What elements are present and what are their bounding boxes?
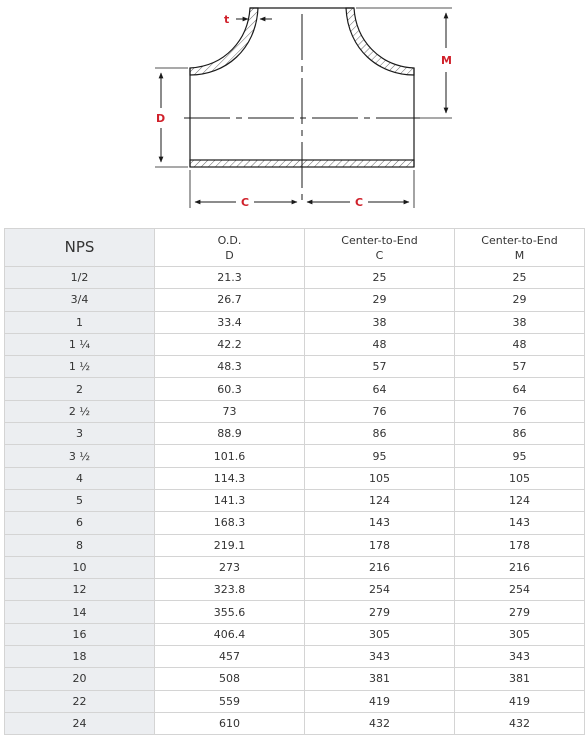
cell-od: 42.2 xyxy=(155,333,305,355)
cell-m: 216 xyxy=(455,556,585,578)
table-row xyxy=(5,423,585,445)
cell-m: 178 xyxy=(455,534,585,556)
cell-od: 88.9 xyxy=(155,423,305,445)
cell-od: 508 xyxy=(155,668,305,690)
cell-od: 33.4 xyxy=(155,311,305,333)
cell-nps: 2 ½ xyxy=(5,400,155,422)
cell-nps: 1 ½ xyxy=(5,356,155,378)
cell-c: 64 xyxy=(305,378,455,400)
cell-nps: 1/2 xyxy=(5,267,155,289)
cell-od: 323.8 xyxy=(155,579,305,601)
cell-nps: 22 xyxy=(5,690,155,712)
cell-od: 48.3 xyxy=(155,356,305,378)
cell-od: 559 xyxy=(155,690,305,712)
cell-m: 86 xyxy=(455,423,585,445)
cell-m: 76 xyxy=(455,400,585,422)
cell-nps: 10 xyxy=(5,556,155,578)
table-row xyxy=(5,467,585,489)
table-row xyxy=(5,267,585,289)
dimensions-table xyxy=(4,228,585,735)
cell-c: 76 xyxy=(305,400,455,422)
cell-nps: 20 xyxy=(5,668,155,690)
table-row xyxy=(5,378,585,400)
table-row xyxy=(5,623,585,645)
cell-nps: 8 xyxy=(5,534,155,556)
table-row xyxy=(5,311,585,333)
cell-m: 143 xyxy=(455,512,585,534)
table-row xyxy=(5,400,585,422)
cell-nps: 1 xyxy=(5,311,155,333)
cell-nps: 3 xyxy=(5,423,155,445)
cell-m: 29 xyxy=(455,289,585,311)
cell-nps: 5 xyxy=(5,489,155,511)
cell-c: 29 xyxy=(305,289,455,311)
cell-od: 219.1 xyxy=(155,534,305,556)
table-row xyxy=(5,512,585,534)
cell-m: 279 xyxy=(455,601,585,623)
header-m-line2: M xyxy=(514,248,525,262)
cell-od: 406.4 xyxy=(155,623,305,645)
cell-m: 64 xyxy=(455,378,585,400)
cell-c: 48 xyxy=(305,333,455,355)
tee-right-shoulder-wall xyxy=(346,8,414,75)
cell-c: 86 xyxy=(305,423,455,445)
label-t: t xyxy=(224,13,230,26)
header-m-line1: Center-to-End xyxy=(481,233,558,247)
header-od-line2: D xyxy=(225,248,234,262)
table-row xyxy=(5,712,585,734)
cell-nps: 24 xyxy=(5,712,155,734)
table-row xyxy=(5,579,585,601)
cell-c: 279 xyxy=(305,601,455,623)
table-row xyxy=(5,489,585,511)
cell-od: 26.7 xyxy=(155,289,305,311)
cell-nps: 12 xyxy=(5,579,155,601)
cell-nps: 18 xyxy=(5,646,155,668)
cell-nps: 6 xyxy=(5,512,155,534)
cell-nps: 3 ½ xyxy=(5,445,155,467)
cell-m: 95 xyxy=(455,445,585,467)
cell-nps: 1 ¼ xyxy=(5,333,155,355)
table-row xyxy=(5,445,585,467)
cell-od: 141.3 xyxy=(155,489,305,511)
cell-od: 101.6 xyxy=(155,445,305,467)
cell-c: 95 xyxy=(305,445,455,467)
cell-od: 168.3 xyxy=(155,512,305,534)
cell-m: 419 xyxy=(455,690,585,712)
table-row xyxy=(5,534,585,556)
label-m: M xyxy=(441,54,452,67)
cell-c: 305 xyxy=(305,623,455,645)
cell-c: 343 xyxy=(305,646,455,668)
cell-nps: 4 xyxy=(5,467,155,489)
cell-c: 38 xyxy=(305,311,455,333)
header-c-line1: Center-to-End xyxy=(341,233,418,247)
header-c-line2: C xyxy=(375,248,384,262)
cell-m: 305 xyxy=(455,623,585,645)
cell-od: 60.3 xyxy=(155,378,305,400)
cell-nps: 16 xyxy=(5,623,155,645)
cell-od: 114.3 xyxy=(155,467,305,489)
label-c-right: C xyxy=(355,196,364,209)
tee-diagram xyxy=(0,0,588,226)
cell-c: 143 xyxy=(305,512,455,534)
cell-nps: 2 xyxy=(5,378,155,400)
table-row xyxy=(5,556,585,578)
table-row xyxy=(5,690,585,712)
table-row xyxy=(5,646,585,668)
header-c xyxy=(305,229,455,267)
cell-m: 105 xyxy=(455,467,585,489)
cell-c: 432 xyxy=(305,712,455,734)
header-nps: NPS xyxy=(5,229,155,267)
cell-m: 48 xyxy=(455,333,585,355)
cell-m: 343 xyxy=(455,646,585,668)
cell-od: 21.3 xyxy=(155,267,305,289)
header-od-line1: O.D. xyxy=(217,233,242,247)
label-d: D xyxy=(156,112,166,125)
cell-c: 419 xyxy=(305,690,455,712)
cell-m: 124 xyxy=(455,489,585,511)
label-c-left: C xyxy=(241,196,250,209)
cell-nps: 3/4 xyxy=(5,289,155,311)
cell-c: 57 xyxy=(305,356,455,378)
cell-m: 381 xyxy=(455,668,585,690)
table-header-row xyxy=(5,229,585,267)
cell-od: 610 xyxy=(155,712,305,734)
cell-m: 254 xyxy=(455,579,585,601)
table-row xyxy=(5,356,585,378)
cell-m: 57 xyxy=(455,356,585,378)
cell-c: 25 xyxy=(305,267,455,289)
cell-c: 178 xyxy=(305,534,455,556)
cell-od: 457 xyxy=(155,646,305,668)
table-row xyxy=(5,289,585,311)
table-row xyxy=(5,601,585,623)
header-m xyxy=(455,229,585,267)
cell-m: 38 xyxy=(455,311,585,333)
cell-od: 73 xyxy=(155,400,305,422)
cell-m: 25 xyxy=(455,267,585,289)
cell-c: 381 xyxy=(305,668,455,690)
cell-nps: 14 xyxy=(5,601,155,623)
cell-c: 254 xyxy=(305,579,455,601)
cell-od: 273 xyxy=(155,556,305,578)
header-od xyxy=(155,229,305,267)
cell-c: 216 xyxy=(305,556,455,578)
cell-od: 355.6 xyxy=(155,601,305,623)
cell-c: 124 xyxy=(305,489,455,511)
table-row xyxy=(5,668,585,690)
cell-m: 432 xyxy=(455,712,585,734)
cell-c: 105 xyxy=(305,467,455,489)
table-row xyxy=(5,333,585,355)
